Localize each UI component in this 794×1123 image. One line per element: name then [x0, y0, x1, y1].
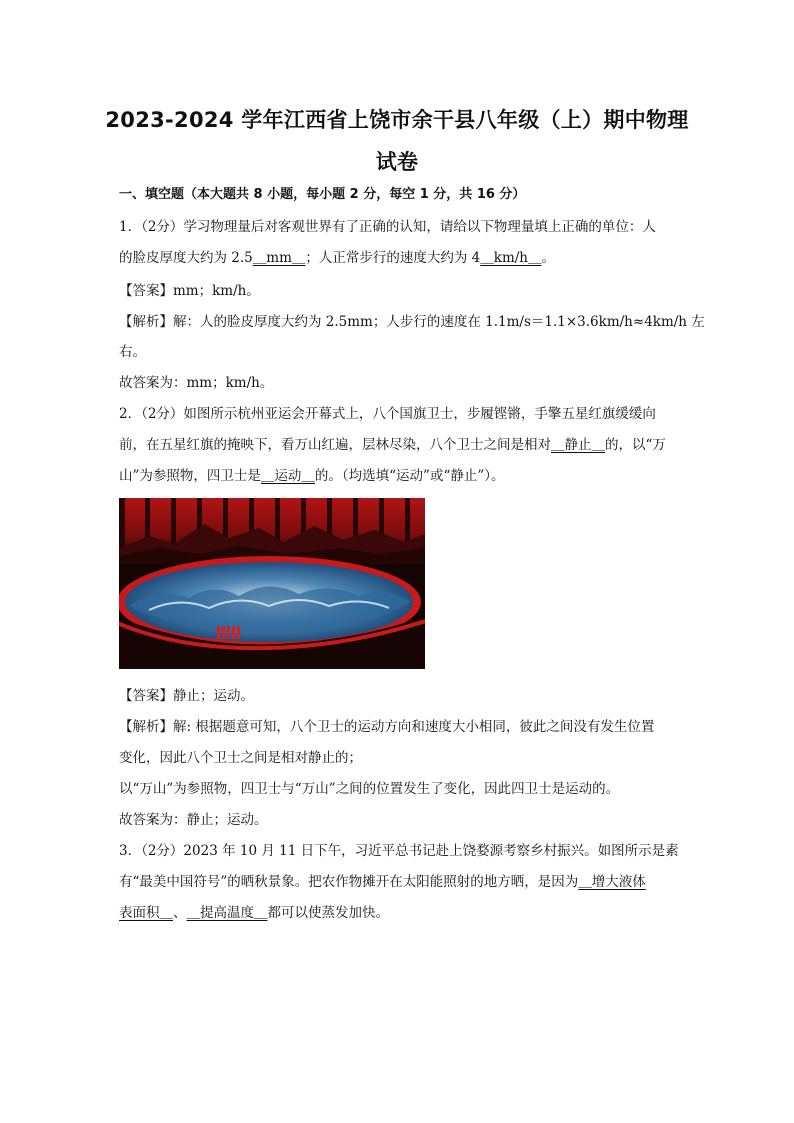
q1-stem-text: ；人正常步行的速度大约为 4: [305, 250, 481, 266]
q1-stem-text: 。: [541, 250, 555, 266]
q1-blank-2: ＿km/h＿: [480, 250, 542, 266]
q1-analysis-line1: 【解析】解：人的脸皮厚度大约为 2.5mm；人步行的速度在 1.1m/s＝1.1×3.6km/h≈4km/h 左: [119, 314, 705, 330]
page-title-line2: 试卷: [375, 150, 419, 174]
q2-analysis-line1: 【解析】解: 根据题意可知，八个卫士的运动方向和速度大小相同，彼此之间没有发生位置: [119, 719, 655, 735]
q2-stem-line2: [119, 436, 679, 454]
q2-conclusion: 故答案为：静止；运动。: [119, 812, 268, 828]
q1-answer: 【答案】mm；km/h。: [119, 283, 260, 299]
q1-stem-text: 的脸皮厚度大约为 2.5: [119, 250, 253, 266]
q1-analysis-line2: 右。: [119, 344, 146, 360]
q2-analysis-line3: 以“万山”为参照物，四卫士与“万山”之间的位置发生了变化，因此四卫士是运动的。: [119, 781, 620, 797]
q3-stem-line3: [119, 904, 679, 922]
section-heading: 一、填空题（本大题共 8 小题，每小题 2 分，每空 1 分，共 16 分）: [119, 187, 526, 202]
q2-answer: 【答案】静止；运动。: [119, 688, 254, 704]
q2-stem-text: 的，以“万: [605, 437, 666, 453]
q2-analysis-line2: 变化，因此八个卫士之间是相对静止的；: [119, 750, 362, 766]
opening-ceremony-photo: [119, 498, 425, 669]
q2-stem-line3: [119, 467, 679, 485]
q1-conclusion: 故答案为：mm；km/h。: [119, 375, 274, 391]
q1-blank-1: ＿mm＿: [252, 250, 306, 266]
q2-blank-2: ＿运动＿: [260, 468, 315, 484]
q2-stem-text: 山”为参照物，四卫士是: [119, 468, 261, 484]
q2-stem-text: 的。（均选填“运动”或“静止”）。: [314, 468, 505, 484]
q3-stem-text: 有“最美中国符号”的晒秋景象。把农作物摊开在太阳能照射的地方晒，是因为: [119, 874, 579, 890]
q3-blank-2: ＿提高温度＿: [186, 905, 268, 921]
q3-separator: 、: [173, 905, 187, 921]
q3-blank-1-cont: 表面积＿: [119, 905, 173, 921]
q3-stem-line1: 3．（2分）2023 年 10 月 11 日下午，习近平总书记赴上饶婺源考察乡村振兴。如图所示是素: [119, 843, 679, 859]
page-title: 2023-2024 学年江西省上饶市余干县八年级（上）期中物理: [105, 108, 689, 132]
q3-stem-text: 都可以使蒸发加快。: [267, 905, 389, 921]
q2-stem-text: 前，在五星红旗的掩映下，看万山红遍，层林尽染，八个卫士之间是相对: [119, 437, 551, 453]
q2-stem-line1: 2．（2分）如图所示杭州亚运会开幕式上，八个国旗卫士，步履铿锵，手擎五星红旗缓缓向: [119, 406, 656, 422]
q3-stem-line2: [119, 873, 679, 891]
q1-stem-line1: 1．（2分）学习物理量后对客观世界有了正确的认知，请给以下物理量填上正确的单位：人: [119, 219, 656, 235]
q1-stem-line2: [119, 249, 679, 267]
q2-blank-1: ＿静止＿: [551, 437, 605, 453]
q3-blank-1: ＿增大液体: [578, 874, 646, 890]
ceremony-illustration: [119, 498, 425, 669]
